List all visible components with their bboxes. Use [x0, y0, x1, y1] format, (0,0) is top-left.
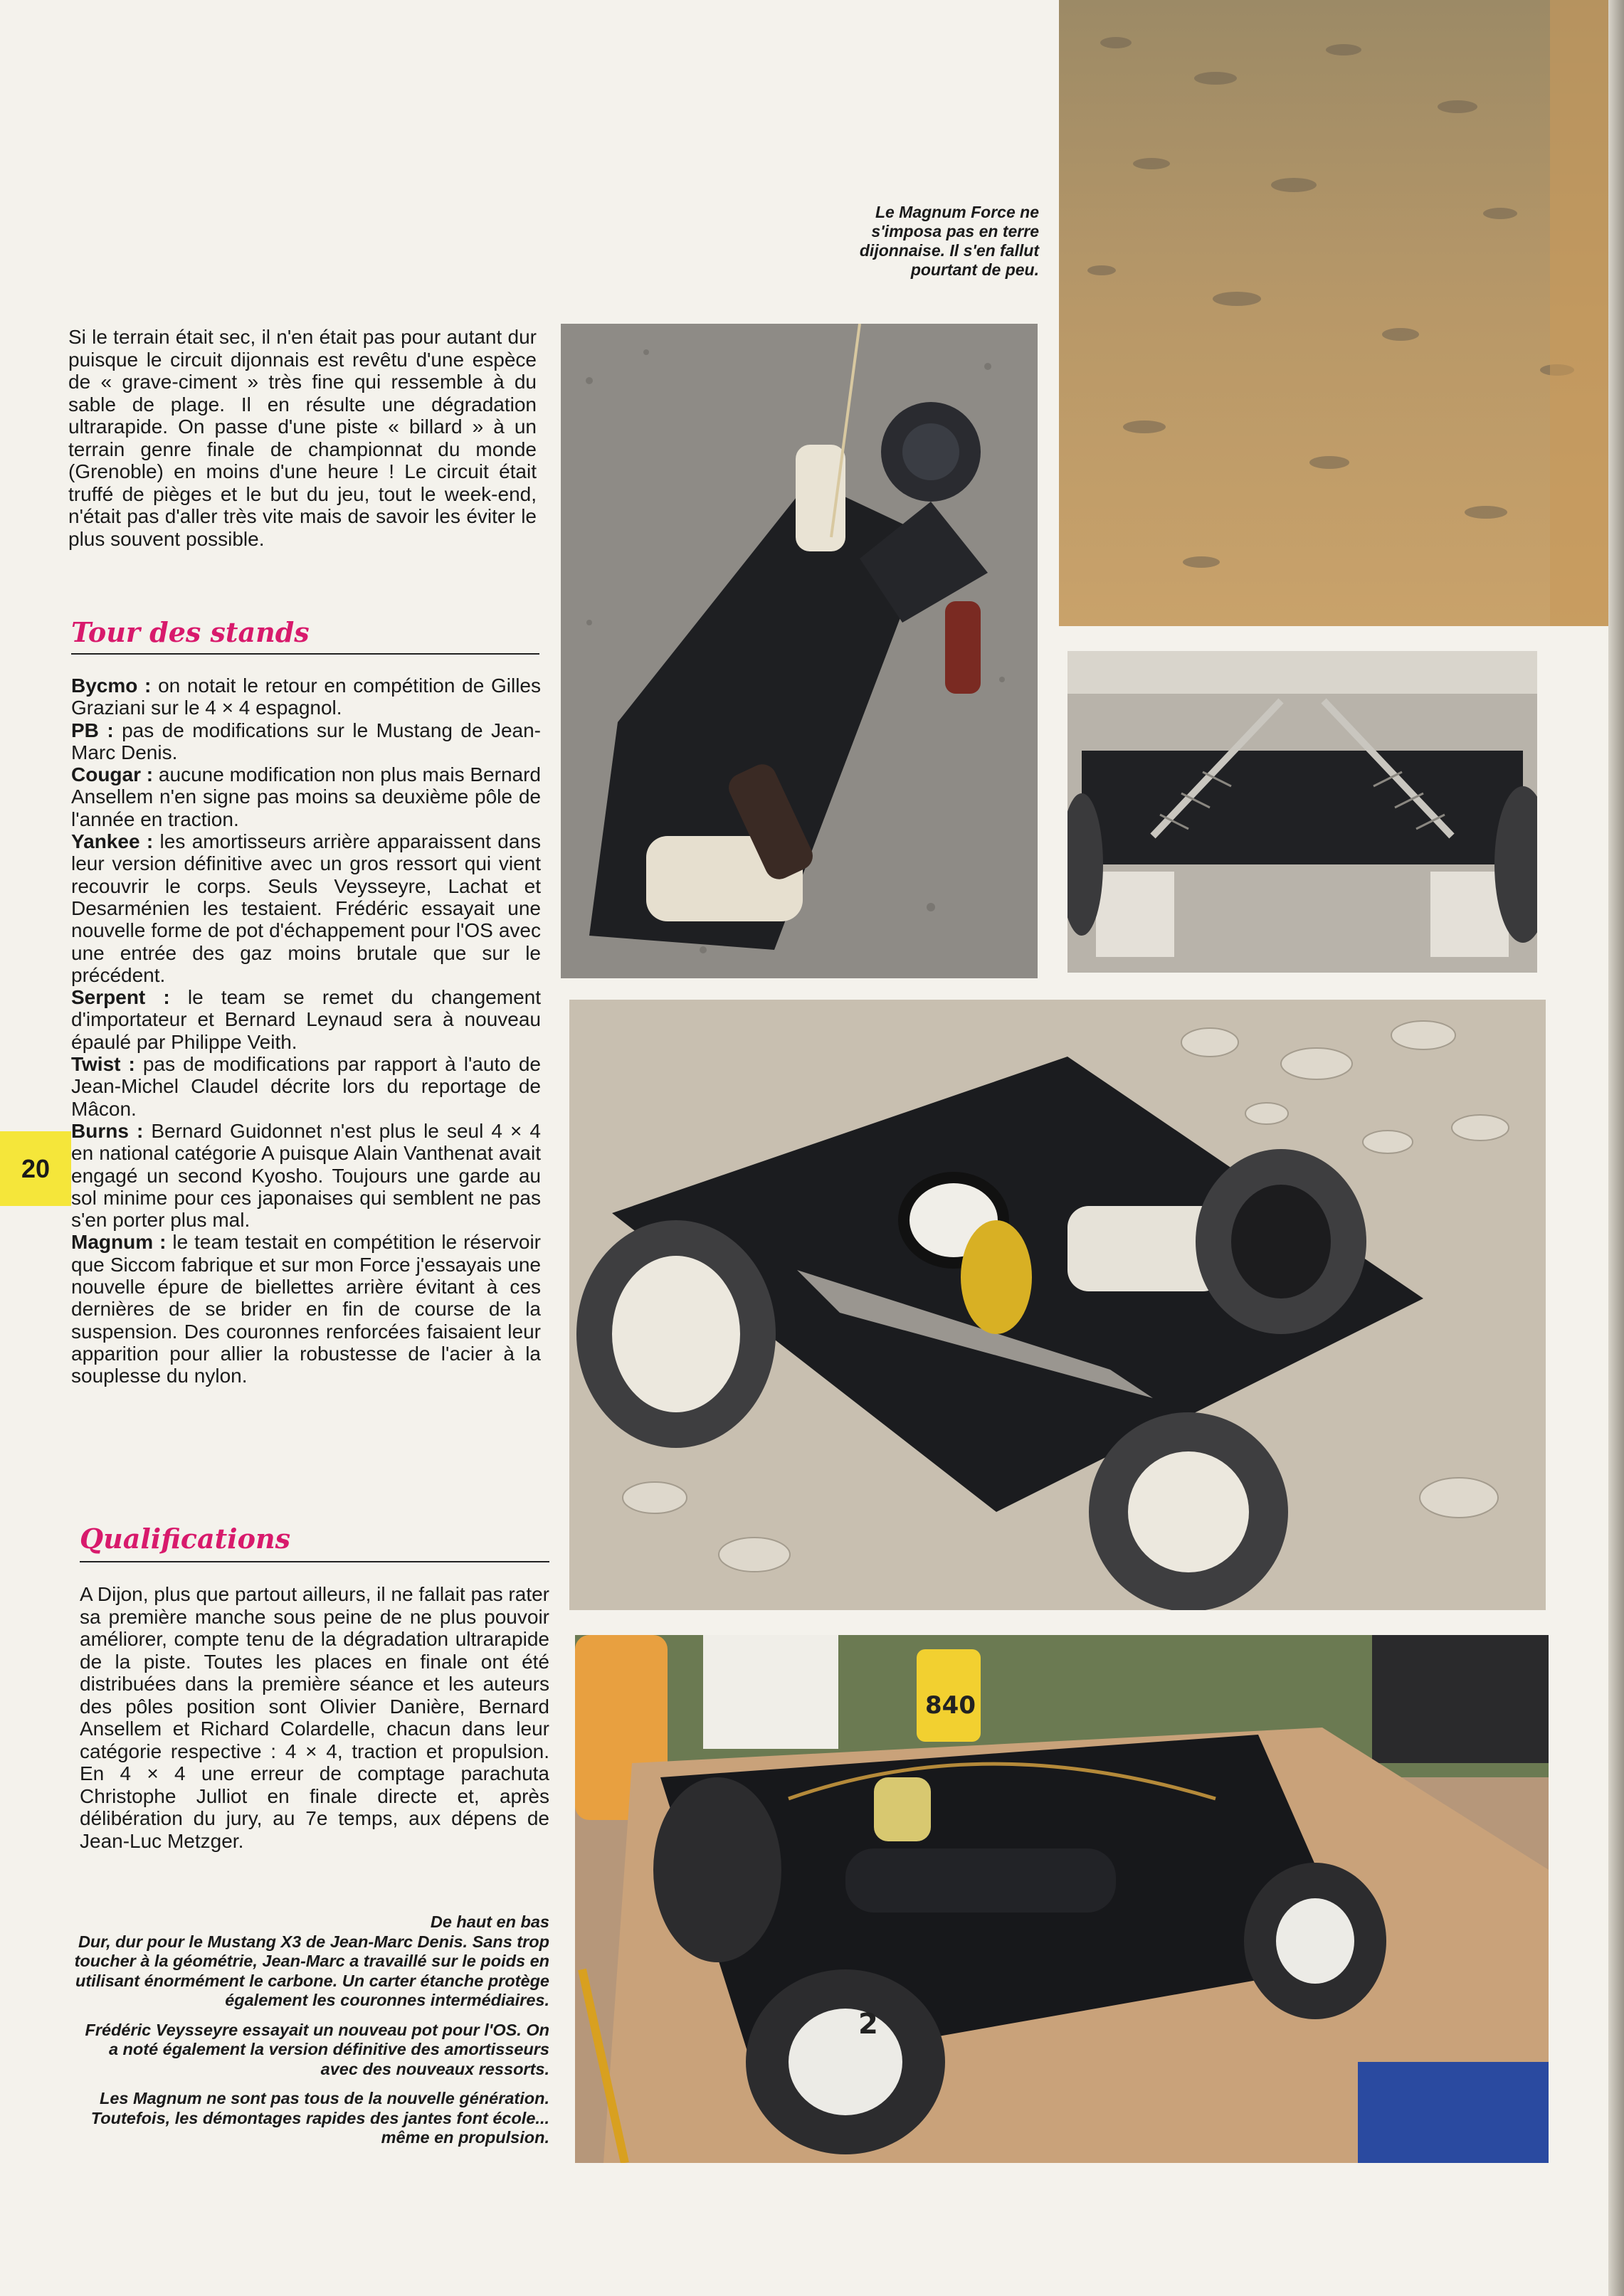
heading-rule-stands: [71, 653, 539, 655]
stand-entry: Serpent : le team se remet du changement d'importateur et Bernard Leynaud sera à nouveau épaulé par Philippe Veith.: [71, 986, 541, 1053]
spray-can-label: 840: [925, 1691, 976, 1720]
page-binding-edge: [1608, 0, 1624, 2296]
photo-magnum-force-terrain: [1059, 0, 1608, 626]
caption-magnum: Les Magnum ne sont pas tous de la nouvelle génération. Toutefois, les démontages rapides des jantes font école... même en propulsion.: [90, 2089, 549, 2147]
photo-rear-shocks: [1067, 651, 1537, 973]
photo-caption-top: Le Magnum Force ne s'imposa pas en terre dijonnaise. Il s'en fallut pourtant de peu.: [859, 203, 1039, 279]
qualifications-paragraph: A Dijon, plus que partout ailleurs, il ne fallait pas rater sa première manche sous peine de ne plus pouvoir améliorer, compte tenu de la dégradation ultrarapide de la piste. Toutes les places en finale ont été distribuées dans la première séance et les auteurs des pôles position sont Olivier Danière, Bernard Ansellem et Richard Colardelle, chacun dans leur catégorie respective : 4 × 4, traction et propulsion. En 4 × 4 une erreur de comptage parachuta Christophe Julliot en finale directe et, après délibération du jury, au 7e temps, aux dépens de Jean-Luc Metzger.: [80, 1583, 549, 1852]
stand-entry: Bycmo : on notait le retour en compétition de Gilles Graziani sur le 4 × 4 espagnol.: [71, 674, 541, 719]
photo-captions-bottom: [71, 1913, 549, 2158]
stand-entry: Magnum : le team testait en compétition le réservoir que Siccom fabrique et sur mon Force j'essayais une nouvelle épure de biellettes arrière évitant à ces dernières de se brider en fin de course de la suspension. Des couronnes renforcées faisaient leur apparition pour allier la robustesse de l'acier à la souplesse du nylon.: [71, 1231, 541, 1387]
heading-tour-des-stands: Tour des stands: [71, 616, 310, 648]
caption-veysseyre: Frédéric Veysseyre essayait un nouveau pot pour l'OS. On a noté également la version définitive des amortisseurs avec des nouveaux ressorts.: [85, 2020, 549, 2078]
stands-list: [71, 674, 541, 1387]
photo-yankee-buggy: [569, 1000, 1546, 1610]
intro-paragraph: Si le terrain était sec, il n'en était pas pour autant dur puisque le circuit dijonnais est revêtu d'une espèce de « grave-ciment » très fine qui ressemble à du sable de plage. Il en résulte une dégradation ultrarapide. On passe d'une piste « billard » à un terrain genre finale de championnat du monde (Grenoble) en moins d'une heure ! Le circuit était truffé de pièges et le but du jeu, tout le week-end, n'était pas d'aller très vite mais de savoir les éviter le plus souvent possible.: [68, 326, 537, 550]
wheel-number-label: 2: [858, 2008, 878, 2041]
stand-entry: PB : pas de modifications sur le Mustang de Jean-Marc Denis.: [71, 719, 542, 763]
stand-entry: Cougar : aucune modification non plus mais Bernard Ansellem n'en signe pas moins sa deuxième pôle de l'année en traction.: [71, 763, 541, 830]
stand-entry: Twist : pas de modifications par rapport à l'auto de Jean-Michel Claudel décrite lors du reportage de Mâcon.: [71, 1053, 541, 1120]
photo-magnum-workbench: [575, 1635, 1549, 2163]
page-number: 20: [0, 1131, 71, 1206]
heading-rule-qualifications: [80, 1561, 549, 1562]
caption-mustang: De haut en bas Dur, dur pour le Mustang X3 de Jean-Marc Denis. Sans trop toucher à la géométrie, Jean-Marc a travaillé sur le poids en utilisant énormément le carbone. Un carter étanche protège également les couronnes intermédiaires.: [74, 1913, 549, 2009]
stand-entry: Burns : Bernard Guidonnet n'est plus le seul 4 × 4 en national catégorie A puisque Alain Vanthenat avait engagé un second Kyosho. Toujours une garde au sol minime pour ces japonaises qui semblent ne pas s'en porter plus mal.: [71, 1119, 541, 1232]
photo-mustang-x3: [561, 324, 1038, 978]
stand-entry: Yankee : les amortisseurs arrière apparaissent dans leur version définitive avec un gros ressort qui vient recouvrir le corps. Seuls Veysseyre, Lachat et Desarménien les testaient. Frédéric essayait une nouvelle forme de pot d'échappement pour l'OS avec une entrée des gaz moins brutale que sur le précédent.: [71, 830, 541, 986]
heading-qualifications: Qualifications: [80, 1523, 290, 1555]
